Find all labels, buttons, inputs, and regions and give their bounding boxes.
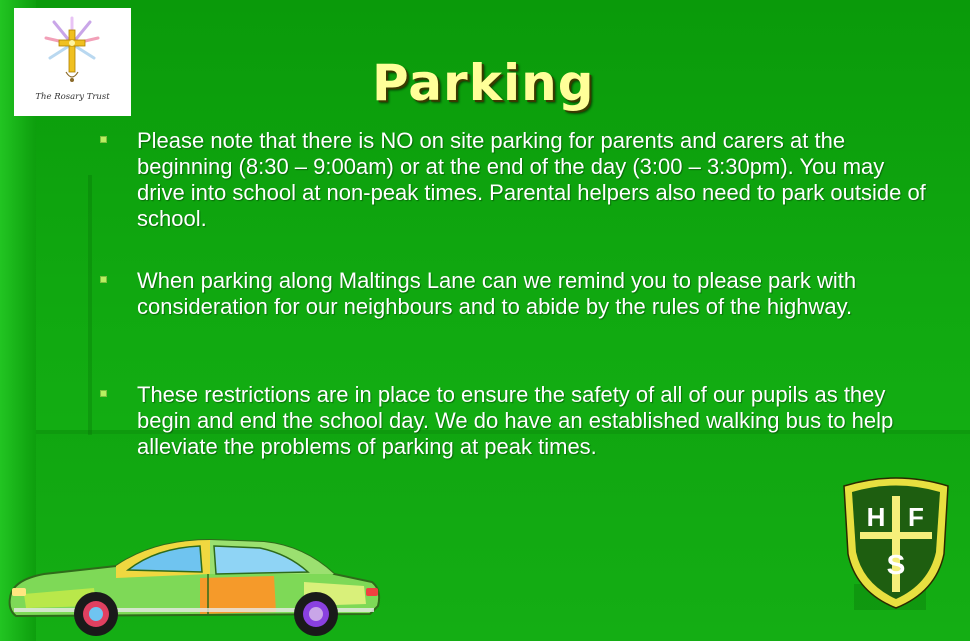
rosary-trust-logo <box>14 8 131 116</box>
bullet-square-icon <box>100 136 107 143</box>
rosary-trust-logo-icon <box>14 8 131 92</box>
bullet-square-icon <box>100 276 107 283</box>
crest-letter-f: F <box>908 502 924 532</box>
logo-caption: The Rosary Trust <box>35 92 110 102</box>
crest-letter-s: S <box>886 549 906 580</box>
car-clipart-icon <box>4 534 384 638</box>
slide-title: Parking <box>372 54 595 112</box>
bullet-square-icon <box>100 390 107 397</box>
bullet-text: Please note that there is NO on site parking for parents and carers at the beginning (8:30 – 9:00am) or at the end of the day (3:00 – 3:30pm). You may drive into school at non-peak times. Parental helpers also need to park outside of school. <box>137 128 926 231</box>
decorative-line-vertical <box>88 175 92 435</box>
crest-letter-h: H <box>866 502 886 532</box>
bullet-text: When parking along Maltings Lane can we remind you to please park with consideration for our neighbours and to abide by the rules of the highway. <box>137 268 857 319</box>
bullet-text: These restrictions are in place to ensure the safety of all of our pupils as they begin and end the school day. We do have an established walking bus to help alleviate the problems of parking at peak times. <box>137 382 894 459</box>
school-crest-icon <box>836 474 956 614</box>
